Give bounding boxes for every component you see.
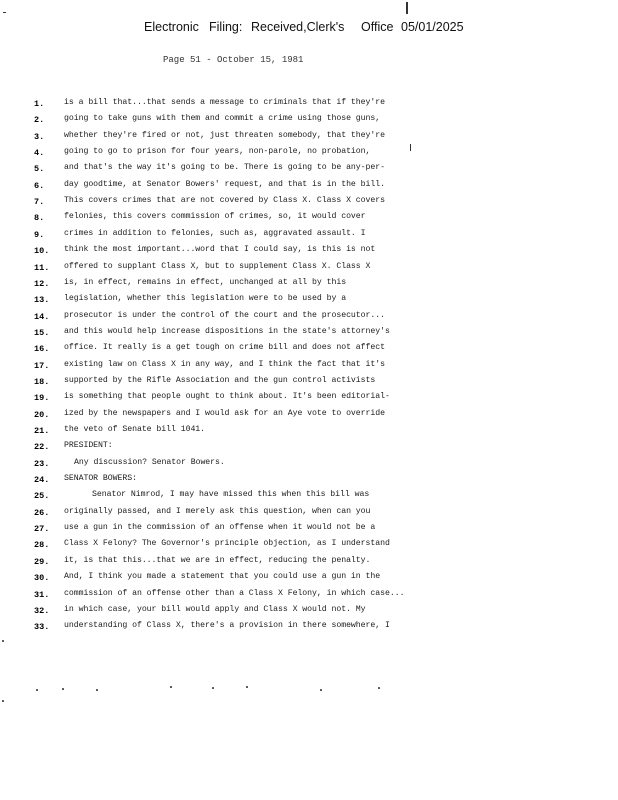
scan-speck (378, 687, 380, 689)
line-number: 15. (34, 327, 50, 338)
scan-mark (406, 2, 408, 14)
scan-speck (36, 689, 38, 691)
transcript-line: supported by the Rifle Association and the gun control activists (64, 375, 376, 385)
scan-mark (3, 12, 6, 13)
line-number: 20. (34, 409, 50, 420)
line-number: 4. (34, 148, 45, 159)
transcript-line: it, is that this...that we are in effect, reducing the penalty. (64, 555, 371, 565)
transcript-line: the veto of Senate bill 1041. (64, 425, 206, 434)
line-number: 29. (34, 556, 50, 567)
transcript-line: offered to supplant Class X, but to supplement Class X. Class X (64, 261, 371, 271)
line-number: 24. (34, 475, 50, 486)
transcript-line: understanding of Class X, there's a provision in there somewhere, I (64, 621, 390, 631)
transcript-line: whether they're fired or not, just threaten somebody, that they're (64, 130, 385, 140)
transcript-line: legislation, whether this legislation were to be used by a (64, 294, 347, 304)
line-number: 13. (34, 295, 50, 306)
transcript-line: and that's the way it's going to be. There is going to be any-per- (64, 163, 385, 173)
stamp-filing: Filing: (209, 20, 243, 34)
transcript-line: commission of an offense other than a Class X Felony, in which case... (64, 588, 405, 598)
line-number: 33. (34, 622, 50, 633)
transcript-line: SENATOR BOWERS: (64, 474, 137, 484)
transcript-line: felonies, this covers commission of crimes, so, it would cover (64, 212, 366, 222)
line-number: 30. (34, 573, 50, 584)
transcript-line: originally passed, and I merely ask this question, when can you (64, 506, 371, 516)
line-number: 18. (34, 376, 50, 387)
stamp-electronic: Electronic (144, 20, 199, 34)
transcript-line: crimes in addition to felonies, such as, aggravated assault. I (64, 228, 366, 238)
scan-speck (96, 689, 98, 691)
stamp-office: Office (361, 20, 394, 34)
scan-speck (2, 700, 4, 702)
line-number: 28. (34, 540, 50, 551)
line-number: 32. (34, 605, 50, 616)
transcript-line: PRESIDENT: (64, 441, 113, 451)
line-number: 25. (34, 491, 50, 502)
transcript-line: think the most important...word that I could say, is this is not (64, 245, 376, 255)
line-number: 3. (34, 131, 45, 142)
transcript-line: ized by the newspapers and I would ask for an Aye vote to override (64, 408, 385, 418)
transcript-line: is something that people ought to think about. It's been editorial- (64, 392, 390, 402)
transcript-line: office. It really is a get tough on crime bill and does not affect (64, 343, 385, 353)
line-number: 16. (34, 344, 50, 355)
line-number: 19. (34, 393, 50, 404)
line-number: 9. (34, 229, 45, 240)
line-number: 7. (34, 197, 45, 208)
line-number: 21. (34, 426, 50, 436)
transcript-line: And, I think you made a statement that you could use a gun in the (64, 572, 381, 582)
line-number: 26. (34, 507, 50, 518)
transcript-line: Any discussion? Senator Bowers. (74, 457, 225, 467)
transcript-line: is, in effect, remains in effect, unchanged at all by this (64, 277, 347, 287)
transcript-line: Senator Nimrod, I may have missed this when this bill was (92, 490, 370, 500)
line-number: 14. (34, 311, 50, 322)
transcript-line: is a bill that...that sends a message to criminals that if they're (64, 98, 385, 107)
line-number: 17. (34, 360, 50, 371)
line-number: 8. (34, 213, 45, 224)
scan-speck (320, 689, 322, 691)
line-number: 12. (34, 278, 50, 289)
transcript-line: day goodtime, at Senator Bowers' request, and that is in the bill. (64, 179, 385, 189)
line-number: 10. (34, 246, 50, 257)
line-number: 11. (34, 262, 50, 273)
transcript-line: and this would help increase dispositions in the state's attorney's (64, 326, 390, 336)
transcript-line: This covers crimes that are not covered by Class X. Class X covers (64, 196, 385, 206)
transcript-line: existing law on Class X in any way, and I think the fact that it's (64, 359, 385, 369)
scan-mark (410, 144, 411, 151)
transcript-line: going to go to prison for four years, non-parole, no probation, (64, 147, 371, 157)
stamp-received: Received,Clerk's (251, 20, 345, 34)
transcript-line: going to take guns with them and commit a crime using those guns, (64, 114, 381, 124)
scan-speck (246, 686, 248, 688)
transcript-line: Class X Felony? The Governor's principle objection, as I understand (64, 539, 390, 549)
scan-speck (170, 686, 172, 688)
scan-speck (212, 687, 214, 689)
scan-speck (2, 640, 4, 642)
line-number: 5. (34, 164, 45, 175)
line-number: 1. (34, 99, 45, 109)
line-number: 22. (34, 442, 50, 453)
line-number: 23. (34, 458, 50, 469)
transcript-line: in which case, your bill would apply and Class X would not. My (64, 604, 366, 614)
page-header: Page 51 - October 15, 1981 (163, 55, 304, 65)
line-number: 31. (34, 589, 50, 600)
line-number: 6. (34, 180, 45, 191)
transcript-line: prosecutor is under the control of the court and the prosecutor... (64, 310, 385, 320)
line-number: 27. (34, 524, 50, 535)
scan-speck (62, 688, 64, 690)
transcript-line: use a gun in the commission of an offense when it would not be a (64, 523, 376, 533)
stamp-date: 05/01/2025 (401, 20, 464, 34)
line-number: 2. (34, 115, 45, 126)
